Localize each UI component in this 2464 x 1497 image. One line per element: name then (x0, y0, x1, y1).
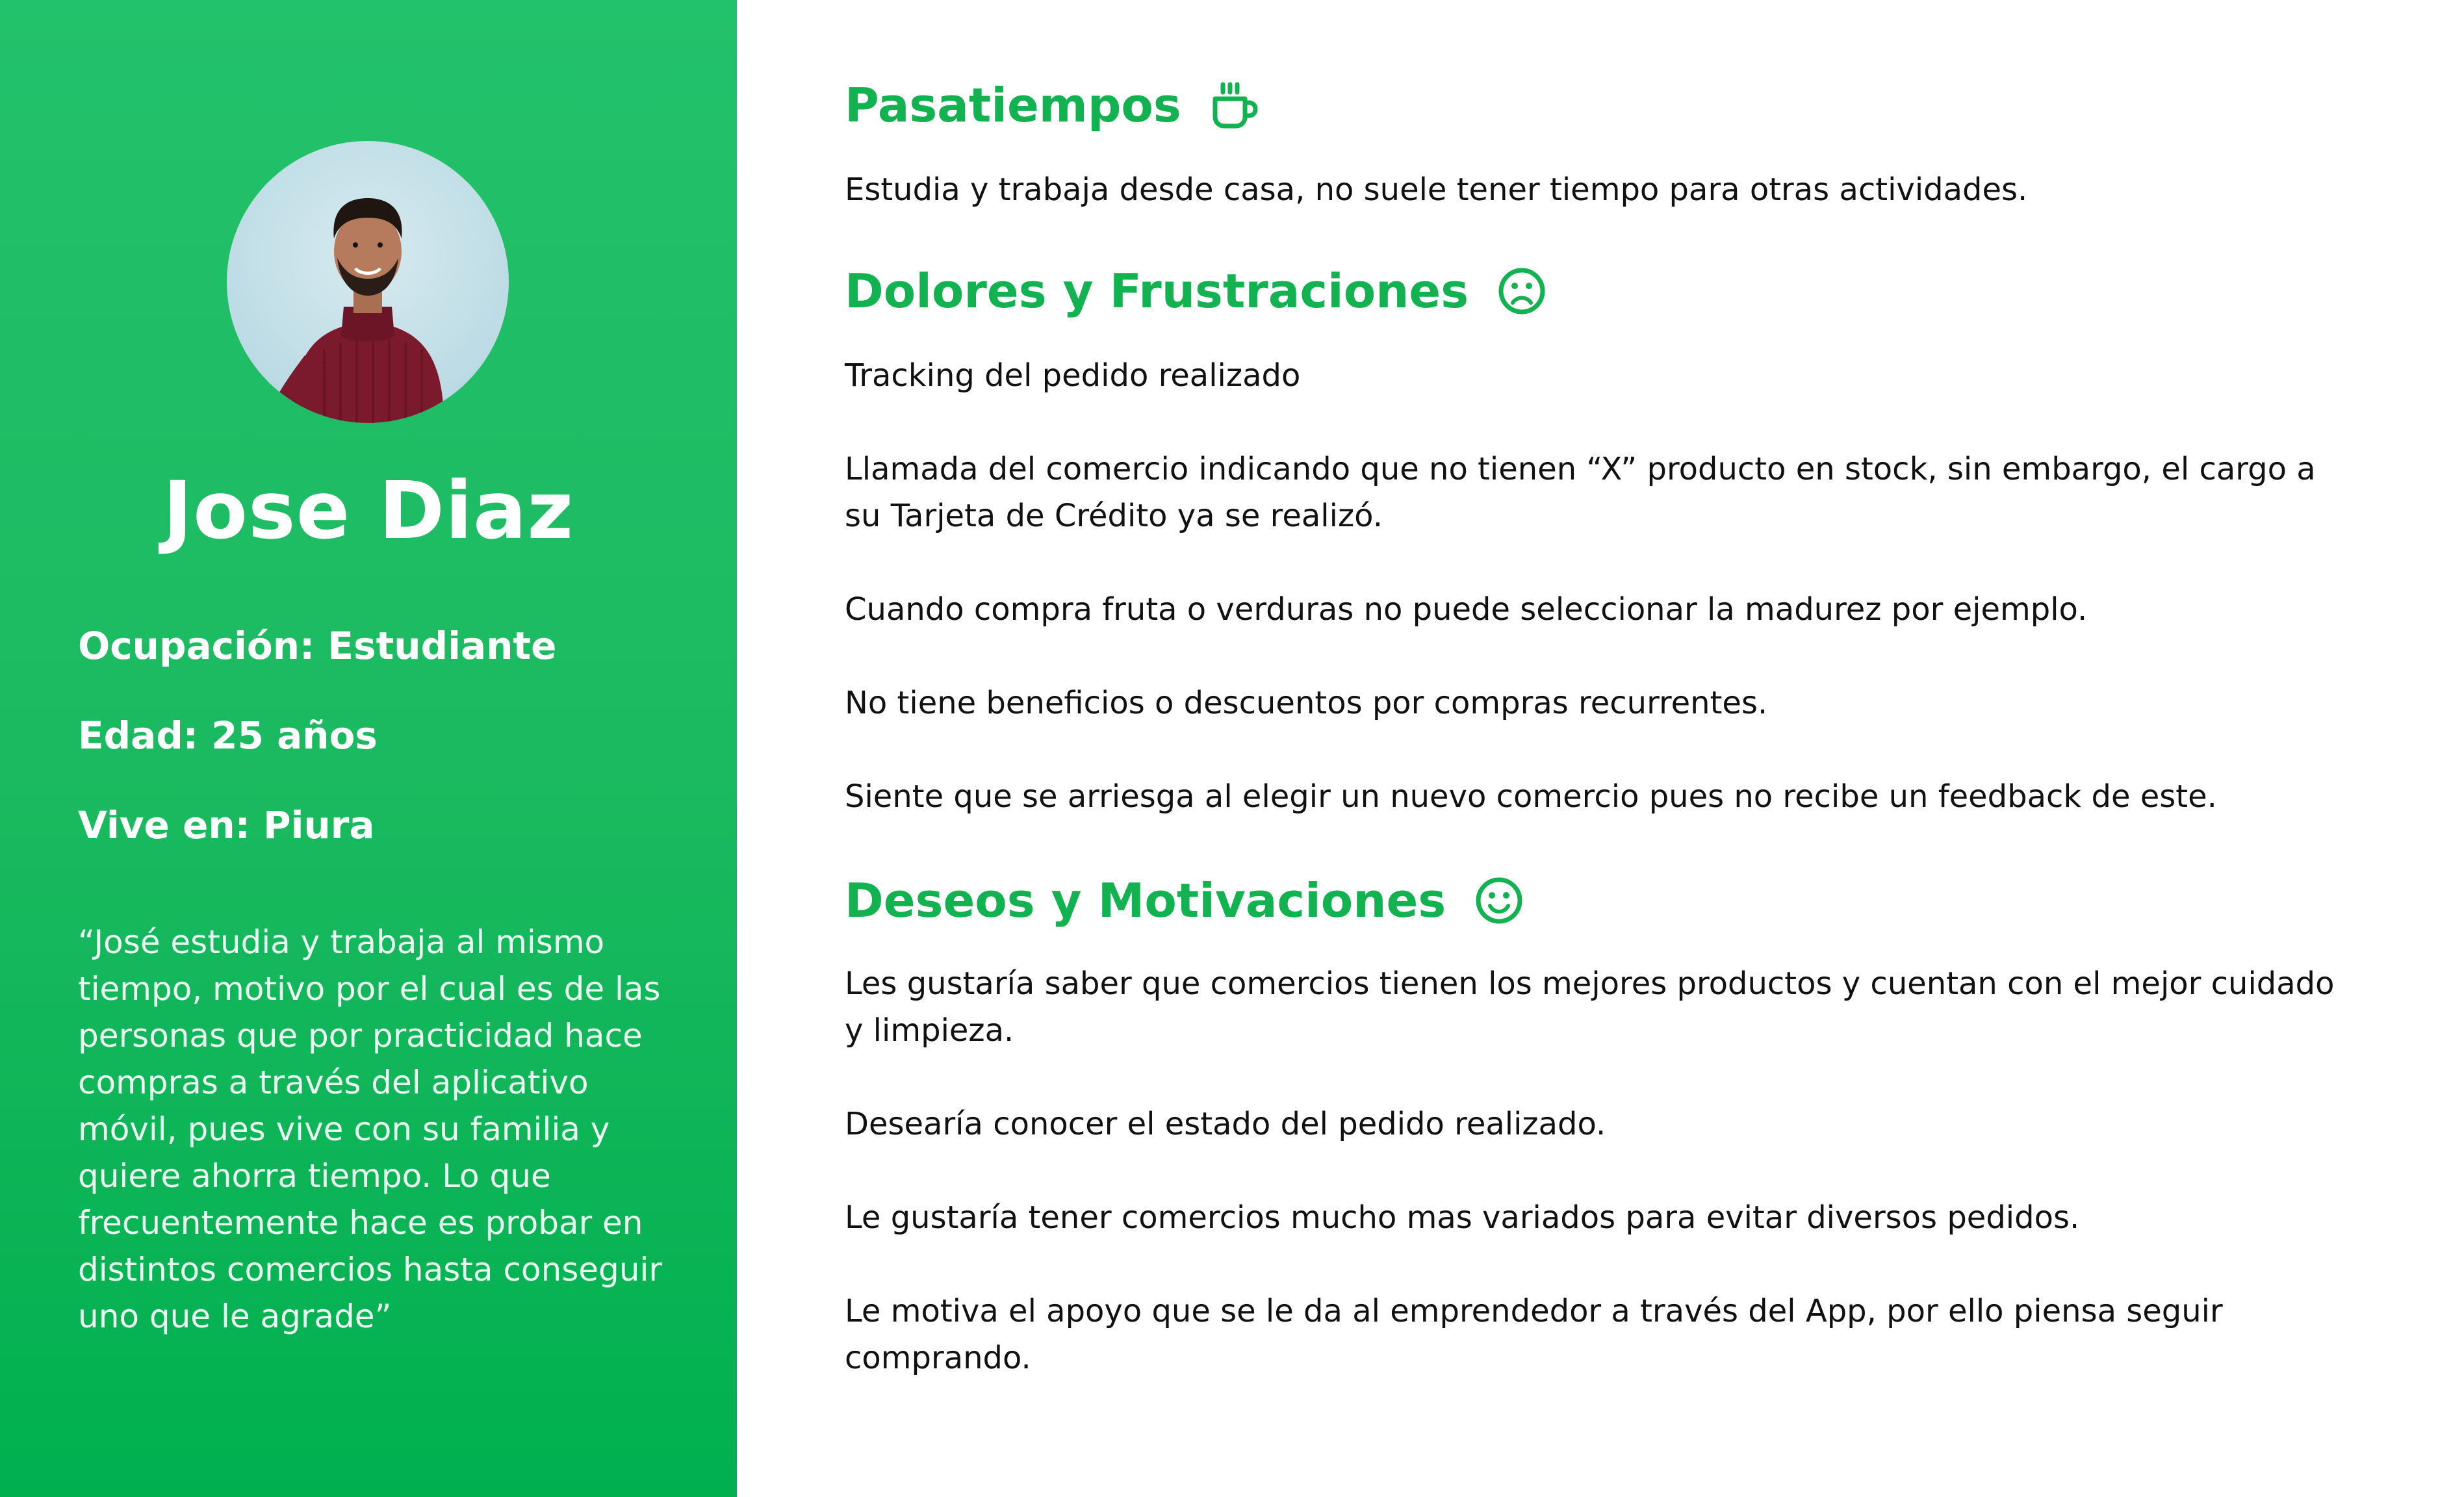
person-photo (227, 141, 509, 423)
pain-item-4: No tiene beneficios o descuentos por compras recurrentes. (845, 685, 1768, 721)
desire-item-1: Les gustaría saber que comercios tienen los mejores productos y cuentan con el mejor cuidado y limpieza. (845, 966, 2335, 1049)
pain-item-2: Llamada del comercio indicando que no tienen “X” producto en stock, sin embargo, el cargo a su Tarjeta de Crédito ya se realizó. (845, 451, 2316, 534)
pains-title: Dolores y Frustraciones (845, 264, 1469, 318)
sad-face-icon (1496, 265, 1548, 317)
avatar (227, 141, 509, 423)
desire-item-4: Le motiva el apoyo que se le da al emprendedor a través del App, por ello piensa seguir comprando. (845, 1293, 2223, 1376)
persona-occupation: Ocupación: Estudiante (78, 624, 557, 668)
desires-heading (845, 868, 1525, 933)
happy-face-icon (1473, 875, 1525, 927)
persona-location: Vive en: Piura (78, 803, 375, 847)
pains-heading (845, 259, 1548, 324)
pain-item-1: Tracking del pedido realizado (845, 357, 1301, 394)
pain-item-3: Cuando compra fruta o verduras no puede seleccionar la madurez por ejemplo. (845, 591, 2088, 628)
pain-item-5: Siente que se arriesga al elegir un nuevo comercio pues no recibe un feedback de este. (845, 778, 2217, 815)
desire-item-3: Le gustaría tener comercios mucho mas variados para evitar diversos pedidos. (845, 1199, 2080, 1236)
persona-quote: “José estudia y trabaja al mismo tiempo, motivo por el cual es de las personas que por practicidad hace compras a través del aplicativo móvil, pues vive con su familia y quiere ahorra tiempo. Lo que frecuentemente hace es probar en distintos comercios hasta conseguir uno que le agrade” (78, 923, 662, 1335)
persona-age: Edad: 25 años (78, 713, 378, 758)
persona-name: Jose Diaz (162, 465, 574, 557)
desire-item-2: Desearía conocer el estado del pedido realizado. (845, 1106, 1606, 1142)
persona-details (845, 0, 2430, 1497)
persona-sidebar (0, 0, 737, 1497)
desires-title: Deseos y Motivaciones (845, 873, 1446, 928)
hobbies-text-1: Estudia y trabaja desde casa, no suele tener tiempo para otras actividades. (845, 172, 2028, 208)
hobbies-heading (845, 73, 1261, 138)
coffee-cup-icon (1209, 79, 1261, 131)
hobbies-title: Pasatiempos (845, 78, 1181, 133)
